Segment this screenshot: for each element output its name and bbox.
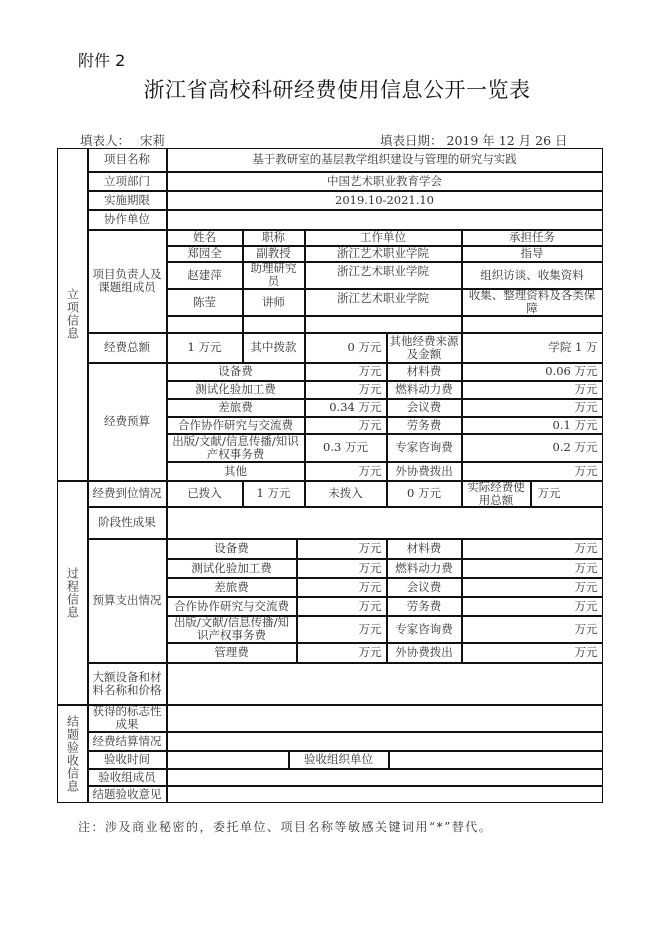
expenditure-item-label: 测试化验加工费 <box>167 559 297 578</box>
expenditure-item-label: 外协费拨出 <box>387 643 462 663</box>
expenditure-item-label: 专家咨询费 <box>387 616 462 643</box>
section-acceptance: 结题验收信息 <box>57 705 88 803</box>
attachment-label: 附件 2 <box>78 51 126 70</box>
acceptance-opinion-label: 结题验收意见 <box>88 786 167 803</box>
large-equipment-label: 大额设备和材料名称和价格 <box>88 663 167 705</box>
funding-total-label: 经费总额 <box>88 333 167 363</box>
filler-name: 宋莉 <box>140 133 166 148</box>
expenditure-item-value[interactable]: 万元 <box>462 559 603 578</box>
actual-usage-value[interactable]: 万元 <box>531 481 603 507</box>
member-task[interactable] <box>462 316 603 333</box>
filler-label: 填表人： <box>80 133 131 148</box>
expenditure-item-value[interactable]: 万元 <box>297 578 387 597</box>
budget-item-label: 劳务费 <box>387 417 462 434</box>
member-unit[interactable]: 浙江艺术职业学院 <box>305 262 462 289</box>
expenditure-item-value[interactable]: 万元 <box>297 616 387 643</box>
members-col-title: 职称 <box>243 230 305 246</box>
member-name[interactable] <box>167 316 243 333</box>
other-funding-value[interactable]: 学院 1 万 <box>462 333 603 363</box>
phase-results-value[interactable] <box>167 507 603 539</box>
budget-label: 经费预算 <box>88 363 167 481</box>
budget-item-value[interactable]: 万元 <box>462 462 603 481</box>
acceptance-time-value[interactable] <box>167 751 289 769</box>
expenditure-item-value[interactable]: 万元 <box>462 597 603 616</box>
phase-results-label: 阶段性成果 <box>88 507 167 539</box>
project-name-label: 项目名称 <box>88 148 167 172</box>
other-funding-label: 其他经费来源及金额 <box>387 333 462 363</box>
budget-item-label: 其他 <box>167 462 305 481</box>
budget-item-label: 材料费 <box>387 363 462 381</box>
budget-item-value[interactable]: 万元 <box>462 399 603 417</box>
member-title[interactable]: 讲师 <box>243 289 305 316</box>
project-name-value[interactable]: 基于教研室的基层教学组织建设与管理的研究与实践 <box>167 148 603 172</box>
expenditure-item-value[interactable]: 万元 <box>297 643 387 663</box>
pending-value[interactable]: 0 万元 <box>387 481 462 507</box>
budget-item-label: 差旅费 <box>167 399 305 417</box>
large-equipment-value[interactable] <box>167 663 603 705</box>
member-unit[interactable]: 浙江艺术职业学院 <box>305 289 462 316</box>
acceptance-opinion-value[interactable] <box>167 786 603 803</box>
budget-item-value[interactable]: 0.1 万元 <box>462 417 603 434</box>
budget-item-label: 会议费 <box>387 399 462 417</box>
member-title[interactable]: 助理研究员 <box>243 262 305 289</box>
received-value[interactable]: 1 万元 <box>243 481 305 507</box>
budget-item-label: 出版/文献/信息传播/知识产权事务费 <box>167 434 305 462</box>
dept-label: 立项部门 <box>88 172 167 191</box>
member-title[interactable] <box>243 316 305 333</box>
budget-item-label: 专家咨询费 <box>387 434 462 462</box>
budget-item-value[interactable]: 万元 <box>305 462 387 481</box>
pending-label: 未拨入 <box>305 481 387 507</box>
expenditure-item-label: 设备费 <box>167 539 297 559</box>
date-field <box>380 131 568 149</box>
budget-item-value[interactable]: 0.34 万元 <box>305 399 387 417</box>
budget-item-value[interactable]: 0.2 万元 <box>462 434 603 462</box>
members-col-unit: 工作单位 <box>305 230 462 246</box>
expenditure-item-value[interactable]: 万元 <box>462 539 603 559</box>
acceptance-members-value[interactable] <box>167 769 603 786</box>
budget-item-value[interactable]: 万元 <box>462 381 603 399</box>
member-name[interactable]: 郑园全 <box>167 246 243 262</box>
allocated-label: 其中拨款 <box>243 333 305 363</box>
budget-item-value[interactable]: 0.3 万元 <box>305 434 387 462</box>
member-unit[interactable] <box>305 316 462 333</box>
members-col-task: 承担任务 <box>462 230 603 246</box>
expenditure-item-value[interactable]: 万元 <box>462 578 603 597</box>
budget-item-value[interactable]: 万元 <box>305 417 387 434</box>
expenditure-item-label: 出版/文献/信息传播/知识产权事务费 <box>167 616 297 643</box>
dept-value[interactable]: 中国艺术职业教育学会 <box>167 172 603 191</box>
acceptance-org-label: 验收组织单位 <box>289 751 389 769</box>
achievements-value[interactable] <box>167 705 603 732</box>
funding-total-value[interactable]: 1 万元 <box>167 333 243 363</box>
budget-item-label: 燃料动力费 <box>387 381 462 399</box>
expenditure-item-label: 燃料动力费 <box>387 559 462 578</box>
member-unit[interactable]: 浙江艺术职业学院 <box>305 246 462 262</box>
expenditure-item-label: 合作协作研究与交流费 <box>167 597 297 616</box>
date-label: 填表日期： <box>380 133 443 148</box>
member-task[interactable]: 指导 <box>462 246 603 262</box>
expenditure-item-value[interactable]: 万元 <box>297 559 387 578</box>
member-title[interactable]: 副教授 <box>243 246 305 262</box>
period-label: 实施期限 <box>88 191 167 210</box>
budget-item-value[interactable]: 万元 <box>305 363 387 381</box>
expenditure-item-value[interactable]: 万元 <box>297 539 387 559</box>
partner-value[interactable] <box>167 210 603 230</box>
settlement-label: 经费结算情况 <box>88 732 167 751</box>
filler-field <box>80 131 165 149</box>
member-task[interactable]: 收集、整理资料及各类保障 <box>462 289 603 316</box>
page-title: 浙江省高校科研经费使用信息公开一览表 <box>143 78 531 102</box>
members-label: 项目负责人及课题组成员 <box>88 230 167 333</box>
date-value: 2019 年 12 月 26 日 <box>446 133 568 148</box>
section-project-setup: 立项信息 <box>57 148 88 481</box>
allocated-value[interactable]: 0 万元 <box>305 333 387 363</box>
budget-item-label: 外协费拨出 <box>387 462 462 481</box>
member-task[interactable]: 组织访谈、收集资料 <box>462 262 603 289</box>
budget-item-label: 设备费 <box>167 363 305 381</box>
period-value[interactable]: 2019.10-2021.10 <box>167 191 603 210</box>
expenditure-item-value[interactable]: 万元 <box>462 616 603 643</box>
section-process: 过程信息 <box>57 481 88 705</box>
settlement-value[interactable] <box>167 732 603 751</box>
member-name[interactable]: 陈莹 <box>167 289 243 316</box>
member-name[interactable]: 赵建萍 <box>167 262 243 289</box>
expenditure-item-label: 差旅费 <box>167 578 297 597</box>
expenditure-item-value[interactable]: 万元 <box>462 643 603 663</box>
footnote: 注：涉及商业秘密的，委托单位、项目名称等敏感关键词用“*”替代。 <box>78 820 493 834</box>
budget-item-label: 合作协作研究与交流费 <box>167 417 305 434</box>
acceptance-org-value[interactable] <box>389 751 603 769</box>
expenditure-item-label: 材料费 <box>387 539 462 559</box>
budget-item-value[interactable]: 万元 <box>305 381 387 399</box>
acceptance-members-label: 验收组成员 <box>88 769 167 786</box>
acceptance-time-label: 验收时间 <box>88 751 167 769</box>
budget-item-value[interactable]: 0.06 万元 <box>462 363 603 381</box>
achievements-label: 获得的标志性成果 <box>88 705 167 732</box>
expenditure-item-label: 管理费 <box>167 643 297 663</box>
partner-label: 协作单位 <box>88 210 167 230</box>
actual-usage-label: 实际经费使用总额 <box>462 481 531 507</box>
expenditure-label: 预算支出情况 <box>88 539 167 663</box>
expenditure-item-label: 会议费 <box>387 578 462 597</box>
members-col-name: 姓名 <box>167 230 243 246</box>
expenditure-item-value[interactable]: 万元 <box>297 597 387 616</box>
budget-item-label: 测试化验加工费 <box>167 381 305 399</box>
arrival-label: 经费到位情况 <box>88 481 167 507</box>
expenditure-item-label: 劳务费 <box>387 597 462 616</box>
received-label: 已拨入 <box>167 481 243 507</box>
